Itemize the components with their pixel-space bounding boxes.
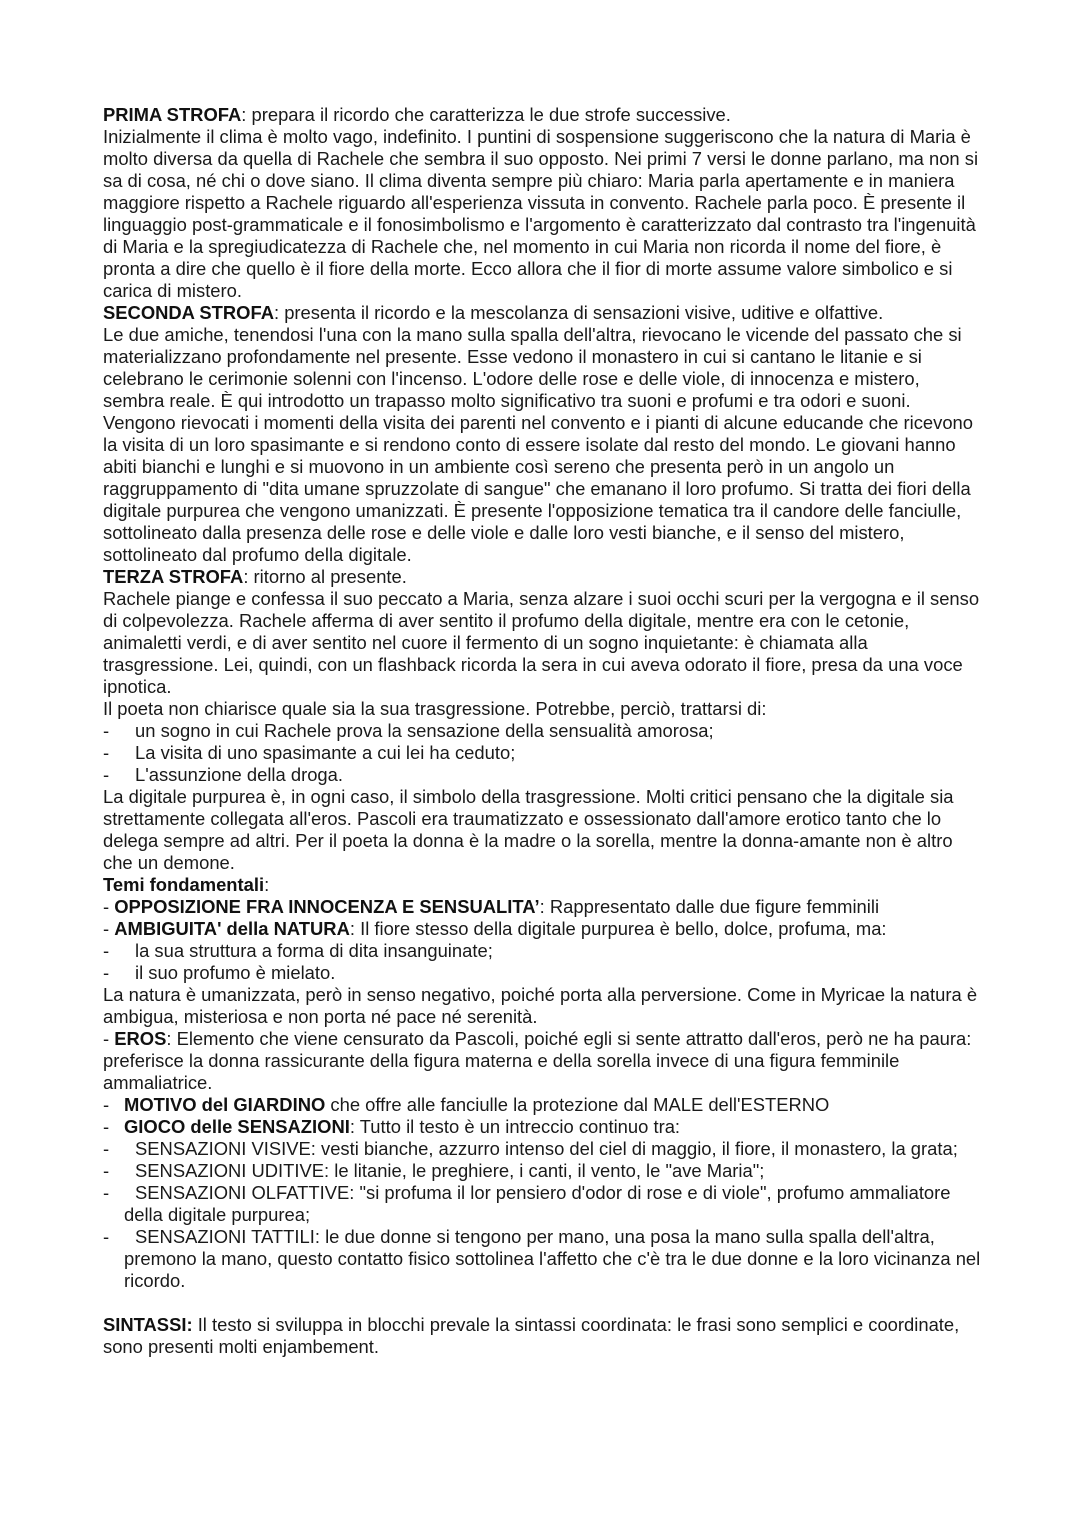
seconda-strofa-paragraph-1: Le due amiche, tenendosi l'una con la mano sulla spalla dell'altra, rievocano le vicende del passato che si materializzano profondamente nel presente. Esse vedono il monastero in cui si cantano le litanie e si celebrano le cerimonie solenni con l'incenso. L'odore delle rose e delle viole, di innocenza e mistero, sembra reale. È qui introdotto un trapasso molto significativo tra suoni e profumi e tra odori e suoni. [103, 324, 962, 411]
terza-strofa-intro: TERZA STROFA: ritorno al presente. [103, 566, 407, 587]
list-item: - SENSAZIONI TATTILI: le due donne si tengono per mano, una posa la mano sulla spalla dell'altra, premono la mano, questo contatto fisico sottolinea l'affetto che c'è tra le due donne e la loro vicinanza nel ricordo. [103, 1226, 981, 1291]
list-item: - un sogno in cui Rachele prova la sensazione della sensualità amorosa; [103, 720, 714, 741]
tema-giardino: - MOTIVO del GIARDINO che offre alle fanciulle la protezione dal MALE dell'ESTERNO [103, 1094, 830, 1115]
spacer [103, 1292, 983, 1314]
list-item: - la sua struttura a forma di dita insanguinate; [103, 940, 493, 961]
terza-strofa-paragraph-3: La digitale purpurea è, in ogni caso, il simbolo della trasgressione. Molti critici pensano che la digitale sia strettamente collegata all'eros. Pascoli era traumatizzato e ossessionato dall'amore erotico tanto che lo delega sempre ad altri. Per il poeta la donna è la madre o la sorella, mentre la donna-amante non è altro che un demone. [103, 786, 954, 873]
list-item: - La visita di uno spasimante a cui lei ha ceduto; [103, 742, 516, 763]
seconda-strofa-label: SECONDA STROFA [103, 302, 274, 323]
sintassi-paragraph: SINTASSI: Il testo si sviluppa in blocchi prevale la sintassi coordinata: le frasi sono semplici e coordinate, sono presenti molti enjambement. [103, 1314, 960, 1357]
tema-ambiguita-note: La natura è umanizzata, però in senso negativo, poiché porta alla perversione. Come in Myricae la natura è ambigua, misteriosa e non porta né pace né serenità. [103, 984, 978, 1027]
seconda-strofa-intro: SECONDA STROFA: presenta il ricordo e la mescolanza di sensazioni visive, uditive e olfattive. [103, 302, 884, 323]
tema-eros: - EROS: Elemento che viene censurato da Pascoli, poiché egli si sente attratto dall'eros, però ne ha paura: preferisce la donna rassicurante della figura materna e della sorella invece di una figura femminile ammaliatrice. [103, 1028, 972, 1093]
tema-opposizione: - OPPOSIZIONE FRA INNOCENZA E SENSUALITA’: Rappresentato dalle due figure femminili [103, 896, 880, 917]
list-item: - SENSAZIONI UDITIVE: le litanie, le preghiere, i canti, il vento, le "ave Maria"; [103, 1160, 765, 1181]
terza-strofa-paragraph-2: Il poeta non chiarisce quale sia la sua trasgressione. Potrebbe, perciò, trattarsi di: [103, 698, 767, 719]
sintassi-label: SINTASSI: [103, 1314, 193, 1335]
list-item: - L'assunzione della droga. [103, 764, 343, 785]
seconda-strofa-paragraph-2: Vengono rievocati i momenti della visita dei parenti nel convento e i pianti di alcune educande che ricevono la visita di un loro spasimante e si rendono conto di essere isolate dal resto del mondo. Le giovani hanno abiti bianchi e lunghi e si muovono in un ambiente così sereno che presenta però in un angolo un raggruppamento di "dita umane spruzzolate di sangue" che emanano il loro profumo. Si tratta dei fiori della digitale purpurea che vengono umanizzati. È presente l'opposizione tematica tra il candore delle fanciulle, sottolineato dalla presenza delle rose e delle viole e dalle loro vesti bianche, e il senso del mistero, sottolineato dal profumo della digitale. [103, 412, 974, 565]
temi-heading: Temi fondamentali: [103, 874, 270, 895]
list-item: - SENSAZIONI OLFATTIVE: "si profuma il lor pensiero d'odor di rose e di viole", profumo ammaliatore della digitale purpurea; [103, 1182, 951, 1225]
list-item: - SENSAZIONI VISIVE: vesti bianche, azzurro intenso del ciel di maggio, il fiore, il monastero, la grata; [103, 1138, 958, 1159]
prima-strofa-label: PRIMA STROFA [103, 104, 242, 125]
tema-sensazioni: - GIOCO delle SENSAZIONI: Tutto il testo è un intreccio continuo tra: [103, 1116, 681, 1137]
document-page [103, 104, 983, 1358]
terza-strofa-label: TERZA STROFA [103, 566, 244, 587]
tema-ambiguita: - AMBIGUITA' della NATURA: Il fiore stesso della digitale purpurea è bello, dolce, profuma, ma: [103, 918, 887, 939]
terza-strofa-paragraph-1: Rachele piange e confessa il suo peccato a Maria, senza alzare i suoi occhi scuri per la vergogna e il senso di colpevolezza. Rachele afferma di aver sentito il profumo della digitale, mentre era con le cetonie, animaletti verdi, e di aver sentito nel cuore il fermento di un sogno inquietante: è chiamata alla trasgressione. Lei, quindi, con un flashback ricorda la sera in cui aveva odorato il fiore, presa da una voce ipnotica. [103, 588, 980, 697]
list-item: - il suo profumo è mielato. [103, 962, 336, 983]
prima-strofa-body: Inizialmente il clima è molto vago, indefinito. I puntini di sospensione suggeriscono che la natura di Maria è molto diversa da quella di Rachele che sembra il suo opposto. Nei primi 7 versi le donne parlano, ma non si sa di cosa, né chi o dove siano. Il clima diventa sempre più chiaro: Maria parla apertamente e in maniera maggiore rispetto a Rachele riguardo all'esperienza vissuta in convento. Rachele parla poco. È presente il linguaggio post-grammaticale e il fonosimbolismo e l'argomento è caratterizzato dal contrasto tra l'ingenuità di Maria e la spregiudicatezza di Rachele che, nel momento in cui Maria non ricorda il nome del fiore, è pronta a dire che quello è il fiore della morte. Ecco allora che il fior di morte assume valore simbolico e si carica di mistero. [103, 126, 979, 301]
prima-strofa-intro: PRIMA STROFA: prepara il ricordo che caratterizza le due strofe successive. [103, 104, 731, 125]
